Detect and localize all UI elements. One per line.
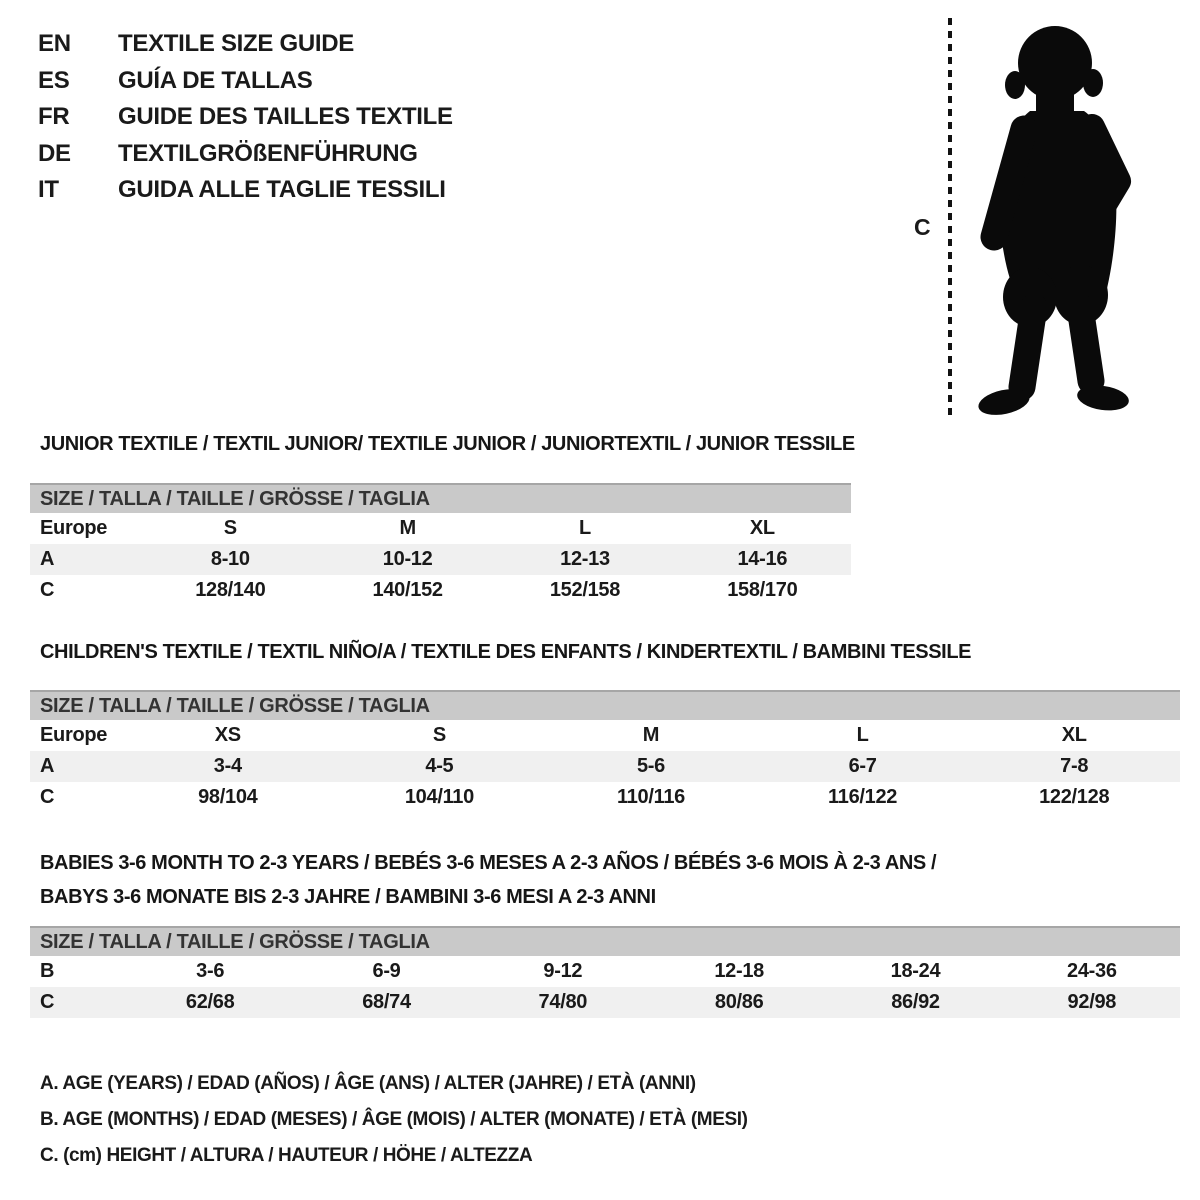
toddler-silhouette-icon	[970, 15, 1145, 420]
children-size-table	[30, 690, 1180, 813]
table-row	[30, 544, 851, 575]
legend-line-b: B. AGE (MONTHS) / EDAD (MESES) / ÂGE (MOIS) / ALTER (MONATE) / ETÀ (MESI)	[40, 1109, 748, 1130]
table-row	[30, 956, 1180, 987]
value-cell: 116/122	[828, 786, 898, 808]
height-figure	[890, 8, 1200, 433]
column-header-cell: XS	[214, 724, 241, 746]
table-row	[30, 751, 1180, 782]
table-row	[30, 575, 851, 606]
value-cell: 140/152	[372, 579, 443, 601]
value-cell: 9-12	[543, 960, 583, 982]
junior-size-table	[30, 483, 851, 606]
guide-title: GUÍA DE TALLAS	[118, 66, 313, 94]
column-header-row	[30, 513, 851, 544]
column-header-cell: M	[642, 724, 660, 746]
column-header-cell: XL	[749, 517, 775, 539]
column-header-cell: L	[856, 724, 869, 746]
guide-title: TEXTILGRÖßENFÜHRUNG	[118, 139, 418, 167]
junior-section-heading: JUNIOR TEXTILE / TEXTIL JUNIOR/ TEXTILE JUNIOR / JUNIORTEXTIL / JUNIOR TESSILE	[40, 433, 855, 455]
size-header-bar: SIZE / TALLA / TAILLE / GRÖSSE / TAGLIA	[30, 690, 1180, 720]
value-cell: 62/68	[185, 991, 235, 1013]
children-table	[30, 720, 1180, 813]
value-cell: 3-6	[196, 960, 225, 982]
value-cell: 7-8	[1060, 755, 1089, 777]
column-header-cell: Europe	[40, 724, 108, 746]
height-measure-label: C	[914, 214, 931, 240]
legend-row	[38, 99, 453, 136]
legend-row	[38, 136, 453, 173]
height-measure-line	[948, 18, 952, 418]
babies-heading-line2: BABYS 3-6 MONATE BIS 2-3 JAHRE / BAMBINI 3-6 MESI A 2-3 ANNI	[40, 886, 656, 908]
legend-row	[38, 26, 453, 63]
value-cell: 10-12	[382, 548, 433, 570]
junior-table	[30, 513, 851, 606]
value-cell: 92/98	[1067, 991, 1117, 1013]
language-code: EN	[38, 30, 71, 57]
value-cell: 24-36	[1067, 960, 1117, 982]
language-code: ES	[38, 66, 70, 94]
value-cell: 6-9	[372, 960, 401, 982]
language-code: DE	[38, 139, 71, 167]
value-cell: 3-4	[213, 755, 242, 777]
value-cell: 12-18	[714, 960, 764, 982]
size-header-bar: SIZE / TALLA / TAILLE / GRÖSSE / TAGLIA	[30, 926, 1180, 956]
row-label-cell: C	[40, 991, 55, 1013]
column-header-cell: M	[399, 517, 416, 539]
row-label-cell: A	[40, 548, 55, 570]
value-cell: 86/92	[891, 991, 940, 1013]
value-cell: 104/110	[404, 786, 474, 808]
legend-line-a: A. AGE (YEARS) / EDAD (AÑOS) / ÂGE (ANS) / ALTER (JAHRE) / ETÀ (ANNI)	[40, 1073, 696, 1094]
babies-size-table	[30, 926, 1180, 1018]
size-header-bar: SIZE / TALLA / TAILLE / GRÖSSE / TAGLIA	[30, 483, 851, 513]
value-cell: 4-5	[425, 755, 454, 777]
guide-title: GUIDA ALLE TAGLIE TESSILI	[118, 176, 446, 203]
language-code: IT	[38, 176, 59, 203]
value-cell: 98/104	[198, 786, 258, 808]
legend-line-c: C. (cm) HEIGHT / ALTURA / HAUTEUR / HÖHE / ALTEZZA	[40, 1145, 533, 1166]
column-header-cell: S	[432, 724, 446, 746]
babies-table	[30, 956, 1180, 1018]
language-legend	[38, 26, 453, 209]
value-cell: 8-10	[210, 548, 250, 570]
value-cell: 158/170	[727, 579, 798, 601]
row-label-cell: C	[40, 786, 55, 808]
children-section-heading: CHILDREN'S TEXTILE / TEXTIL NIÑO/A / TEXTILE DES ENFANTS / KINDERTEXTIL / BAMBINI TESSILE	[40, 641, 972, 663]
column-header-row	[30, 720, 1180, 751]
value-cell: 74/80	[538, 991, 588, 1013]
table-row	[30, 987, 1180, 1018]
value-cell: 80/86	[714, 991, 764, 1013]
value-cell: 18-24	[890, 960, 941, 982]
row-label-cell: A	[40, 755, 55, 777]
legend-row	[38, 172, 453, 209]
babies-section-heading	[40, 846, 936, 914]
babies-heading-line1: BABIES 3-6 MONTH TO 2-3 YEARS / BEBÉS 3-6 MESES A 2-3 AÑOS / BÉBÉS 3-6 MOIS À 2-3 ANS /	[40, 852, 937, 874]
guide-title: TEXTILE SIZE GUIDE	[118, 30, 354, 57]
measure-legend	[40, 1066, 748, 1174]
row-label-cell: C	[40, 579, 55, 601]
value-cell: 122/128	[1039, 786, 1110, 808]
value-cell: 12-13	[560, 548, 610, 570]
language-code: FR	[38, 103, 70, 130]
table-row	[30, 782, 1180, 813]
value-cell: 128/140	[195, 579, 266, 601]
value-cell: 152/158	[549, 579, 621, 601]
value-cell: 14-16	[737, 548, 788, 570]
guide-title: GUIDE DES TAILLES TEXTILE	[118, 103, 453, 130]
value-cell: 5-6	[636, 755, 665, 777]
legend-row	[38, 63, 453, 100]
column-header-cell: S	[223, 517, 237, 539]
column-header-cell: Europe	[40, 517, 108, 539]
column-header-cell: XL	[1061, 724, 1087, 746]
value-cell: 110/116	[616, 786, 685, 808]
value-cell: 68/74	[362, 991, 411, 1013]
value-cell: 6-7	[848, 755, 877, 777]
column-header-cell: L	[579, 517, 591, 539]
row-label-cell: B	[40, 960, 55, 982]
